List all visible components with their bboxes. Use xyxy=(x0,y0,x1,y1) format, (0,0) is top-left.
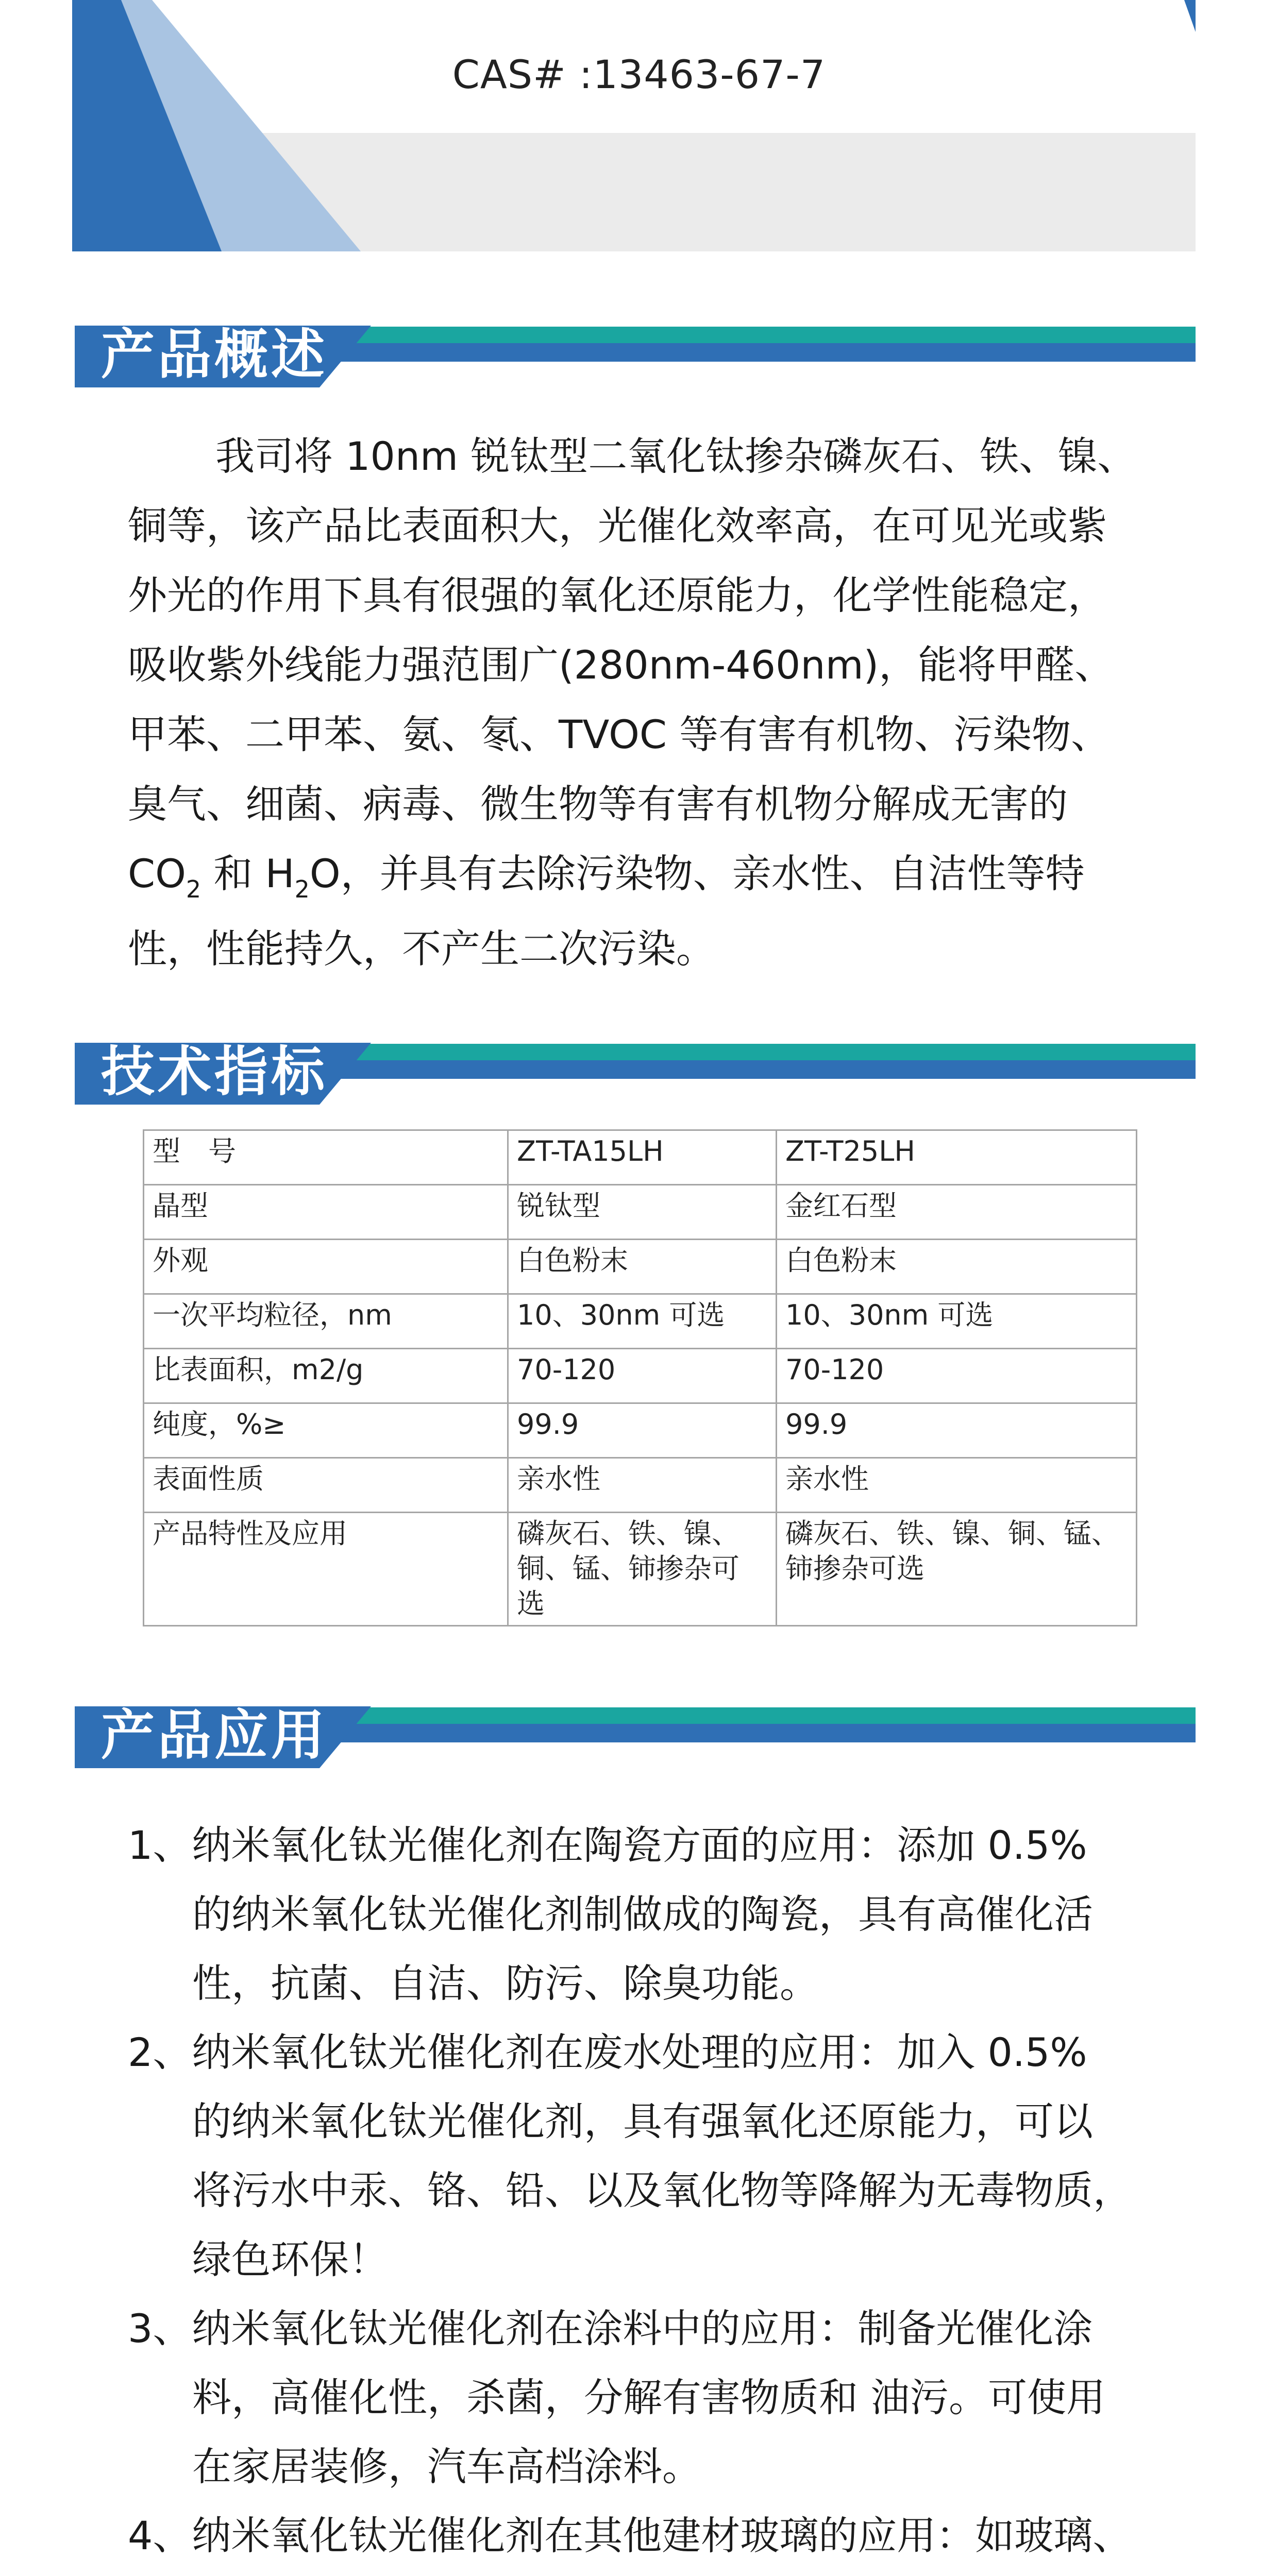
table-cell: 99.9 xyxy=(777,1403,1137,1458)
list-item xyxy=(128,2294,1151,2501)
overview-line: 甲苯、二甲苯、氨、氡、TVOC 等有害有机物、污染物、 xyxy=(128,711,1111,757)
table-cell: 比表面积，m2/g xyxy=(144,1349,508,1403)
banner-corner-accent xyxy=(1184,0,1196,32)
formula-co: CO xyxy=(128,851,186,896)
table-cell: 亲水性 xyxy=(777,1458,1137,1513)
section-title-overview: 产品概述 xyxy=(101,323,328,386)
list-item-line: 2、纳米氧化钛光催化剂在废水处理的应用：加入 0.5% xyxy=(128,2029,1087,2075)
table-cell: 型 号 xyxy=(144,1130,508,1185)
formula-rest: O，并具有去除污染物、亲水性、自洁性等特 xyxy=(309,851,1085,896)
cell-line: 磷灰石、铁、镍、 xyxy=(517,1517,739,1550)
table-row xyxy=(144,1403,1137,1458)
section-header-applications xyxy=(0,1700,1278,1770)
list-item-line: 料，高催化性，杀菌，分解有害物质和 油污。可使用 xyxy=(192,2375,1106,2420)
table-cell: ZT-T25LH xyxy=(777,1130,1137,1185)
list-item-line: 3、纳米氧化钛光催化剂在涂料中的应用：制备光催化涂 xyxy=(128,2306,1093,2351)
table-cell-multiline xyxy=(508,1513,777,1626)
table-row xyxy=(144,1349,1137,1403)
list-item-line: 性，抗菌、自洁、防污、除臭功能。 xyxy=(192,1960,819,2006)
overview-line: 我司将 10nm 锐钛型二氧化钛掺杂磷灰石、铁、镍、 xyxy=(215,433,1137,479)
overview-line: 臭气、细菌、病毒、微生物等有害有机物分解成无害的 xyxy=(128,781,1068,827)
table-cell: 70-120 xyxy=(508,1349,777,1403)
table-cell: 锐钛型 xyxy=(508,1185,777,1240)
table-cell: 外观 xyxy=(144,1240,508,1294)
list-item-line xyxy=(128,2570,1151,2576)
overview-line: 吸收紫外线能力强范围广(280nm-460nm)，能将甲醛、 xyxy=(128,642,1114,688)
spec-table xyxy=(143,1129,1137,1626)
table-cell: 一次平均粒径，nm xyxy=(144,1294,508,1349)
table-cell: 产品特性及应用 xyxy=(144,1513,508,1626)
table-row xyxy=(144,1130,1137,1185)
table-cell: 晶型 xyxy=(144,1185,508,1240)
formula-co-subscript: 2 xyxy=(186,875,201,903)
list-item xyxy=(128,1811,1151,2018)
table-cell: 金红石型 xyxy=(777,1185,1137,1240)
cell-line: 选 xyxy=(517,1587,545,1620)
table-cell: 10、30nm 可选 xyxy=(777,1294,1137,1349)
list-item-line: 的纳米氧化钛光催化剂，具有强氧化还原能力，可以 xyxy=(192,2098,1093,2144)
table-row xyxy=(144,1458,1137,1513)
table-row xyxy=(144,1240,1137,1294)
overview-line-formula xyxy=(128,839,1151,914)
table-row xyxy=(144,1513,1137,1626)
list-item xyxy=(128,2018,1151,2294)
cell-line: 磷灰石、铁、镍、铜、锰、 xyxy=(785,1517,1119,1550)
list-item-line: 在家居装修，汽车高档涂料。 xyxy=(192,2444,701,2489)
table-cell: 亲水性 xyxy=(508,1458,777,1513)
table-cell: 99.9 xyxy=(508,1403,777,1458)
list-item-line: 绿色环保！ xyxy=(192,2236,388,2282)
overview-line: 铜等，该产品比表面积大，光催化效率高，在可见光或紫 xyxy=(128,503,1107,549)
section-header-overview xyxy=(0,319,1278,389)
list-item-line: 的纳米氧化钛光催化剂制做成的陶瓷，具有高催化活 xyxy=(192,1891,1093,1937)
top-banner xyxy=(0,0,1278,258)
table-cell: 表面性质 xyxy=(144,1458,508,1513)
overview-paragraph xyxy=(128,421,1151,984)
cas-number: CAS# :13463-67-7 xyxy=(452,52,826,97)
list-item-line: 将污水中汞、铬、铅、以及氧化物等降解为无毒物质， xyxy=(192,2167,1132,2213)
table-row xyxy=(144,1294,1137,1349)
table-cell: ZT-TA15LH xyxy=(508,1130,777,1185)
overview-line: 性，性能持久，不产生二次污染。 xyxy=(128,926,715,972)
cell-line: 铜、锰、铈掺杂可 xyxy=(517,1552,739,1585)
formula-h-subscript: 2 xyxy=(294,875,310,903)
applications-list xyxy=(128,1811,1151,2576)
table-row xyxy=(144,1185,1137,1240)
table-cell: 白色粉末 xyxy=(777,1240,1137,1294)
list-item xyxy=(128,2501,1151,2576)
list-item-line: 4、纳米氧化钛光催化剂在其他建材玻璃的应用：如玻璃、 xyxy=(128,2513,1132,2558)
table-cell: 白色粉末 xyxy=(508,1240,777,1294)
section-title-applications: 产品应用 xyxy=(101,1704,328,1767)
table-cell: 70-120 xyxy=(777,1349,1137,1403)
banner-graphic xyxy=(0,0,1278,258)
table-cell: 纯度，%≥ xyxy=(144,1403,508,1458)
list-item-line: 1、纳米氧化钛光催化剂在陶瓷方面的应用：添加 0.5% xyxy=(128,1822,1087,1868)
overview-line: 外光的作用下具有很强的氧化还原能力，化学性能稳定， xyxy=(128,572,1107,618)
table-cell-multiline xyxy=(777,1513,1137,1626)
section-title-specs: 技术指标 xyxy=(101,1040,328,1103)
section-header-specs xyxy=(0,1037,1278,1106)
table-cell: 10、30nm 可选 xyxy=(508,1294,777,1349)
cell-line: 铈掺杂可选 xyxy=(785,1552,924,1585)
formula-mid: 和 H xyxy=(201,851,295,896)
